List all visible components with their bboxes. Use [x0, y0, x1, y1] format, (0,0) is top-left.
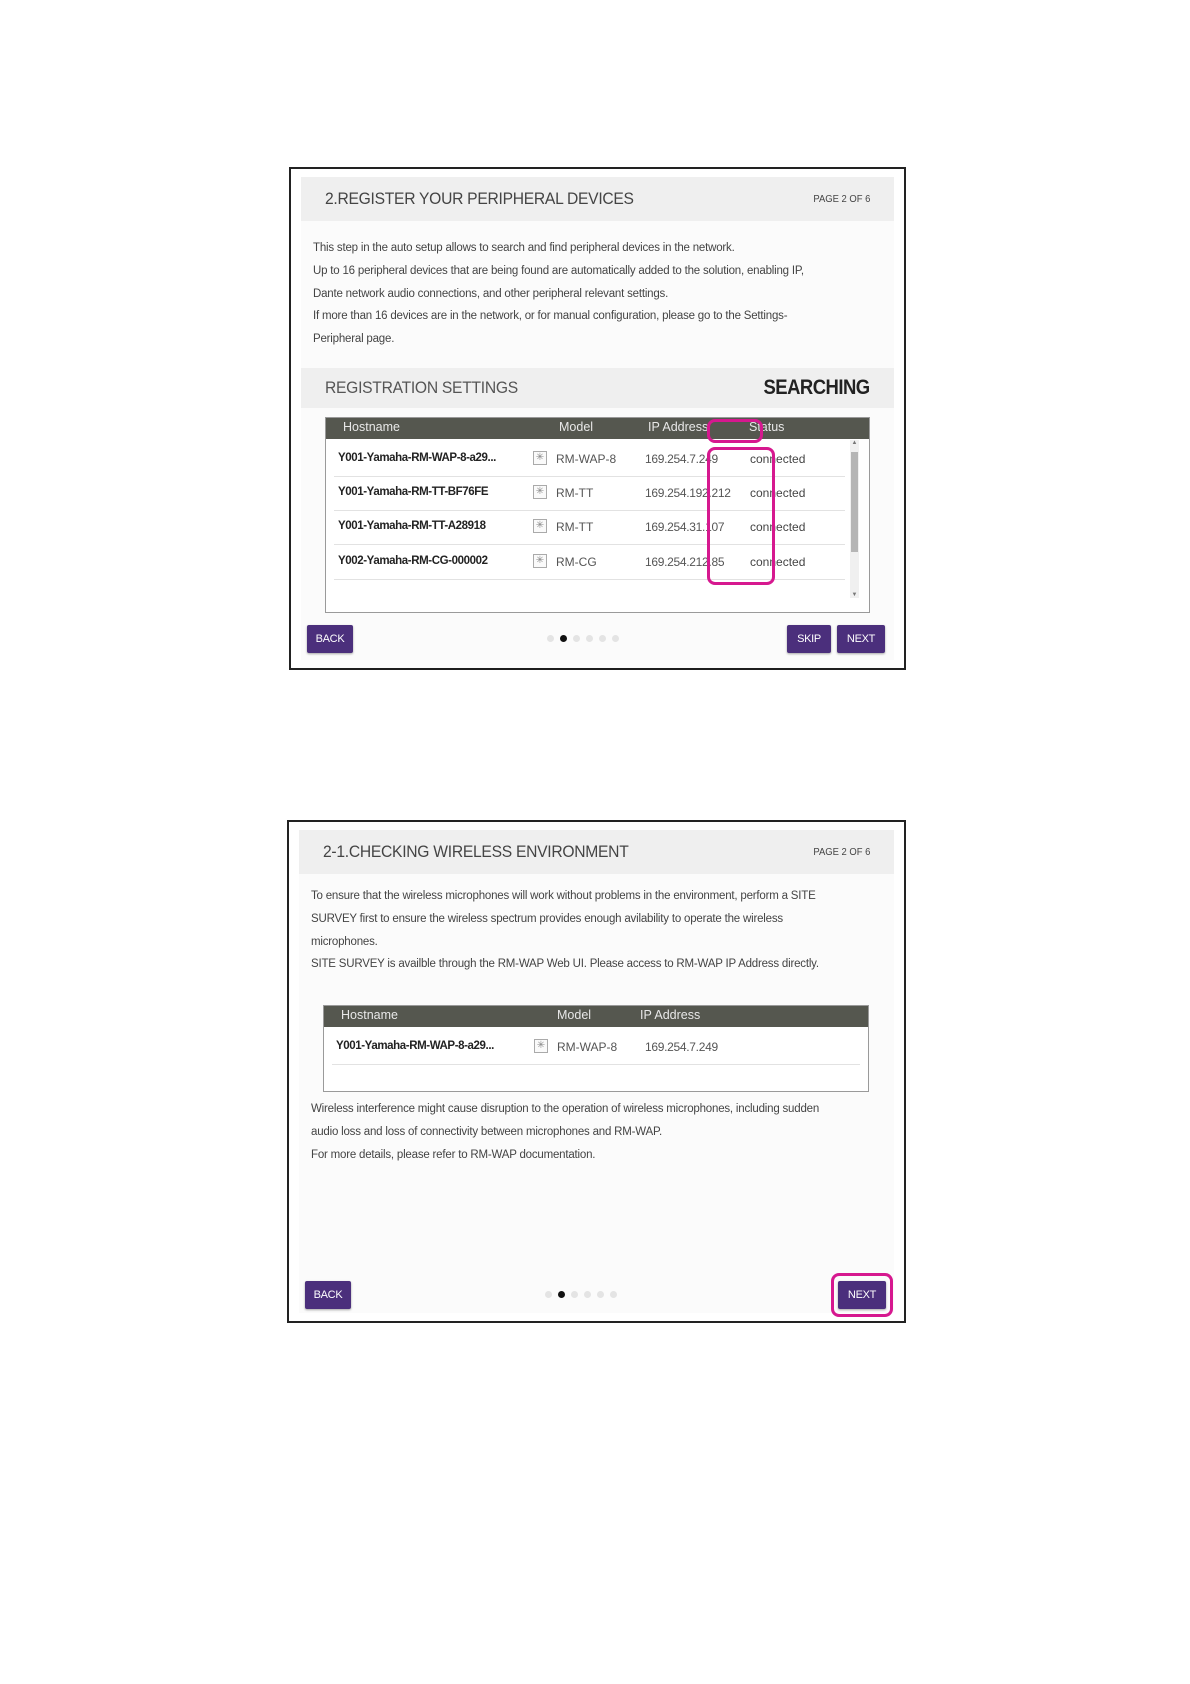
column-header-hostname[interactable]: Hostname: [341, 1008, 398, 1022]
row-hostname: Y001-Yamaha-RM-WAP-8-a29...: [336, 1040, 494, 1052]
column-header-ip[interactable]: IP Address: [640, 1008, 701, 1022]
column-header-hostname[interactable]: Hostname: [343, 420, 400, 434]
table-row[interactable]: [332, 1031, 860, 1065]
row-model: RM-CG: [556, 555, 597, 569]
row-status: connected: [750, 486, 806, 500]
description-line: SITE SURVEY is availble through the RM-WAP Web UI. Please access to RM-WAP IP Address directly.: [311, 958, 819, 971]
pagination-dot: [545, 1291, 552, 1298]
back-button[interactable]: BACK: [305, 1281, 351, 1309]
table-row[interactable]: [334, 511, 845, 545]
page-indicator-label: PAGE 2 OF 6: [812, 193, 870, 205]
pagination-dot-active: [558, 1291, 565, 1298]
column-header-status[interactable]: Status: [749, 420, 785, 434]
pagination-dot: [610, 1291, 617, 1298]
table-row[interactable]: [334, 477, 845, 511]
screen-content: [301, 177, 894, 660]
row-hostname: Y002-Yamaha-RM-CG-000002: [338, 555, 488, 567]
row-ip-address: 169.254.7.249: [645, 1040, 718, 1054]
row-status: connected: [750, 555, 806, 569]
table-header: [324, 1006, 868, 1027]
device-icon[interactable]: ✳: [533, 554, 547, 568]
checking-wireless-environment-screen: [287, 820, 906, 1323]
note-line: Wireless interference might cause disruption to the operation of wireless microphones, including sudden: [311, 1103, 820, 1115]
pagination-dot: [584, 1291, 591, 1298]
pagination-dot: [586, 635, 593, 642]
row-model: RM-TT: [556, 486, 594, 500]
registration-settings-bar: [301, 368, 894, 408]
column-header-model[interactable]: Model: [559, 420, 594, 434]
page-title: 2.REGISTER YOUR PERIPHERAL DEVICES: [325, 189, 634, 208]
peripheral-devices-table: [325, 417, 870, 613]
row-model: RM-WAP-8: [557, 1040, 618, 1054]
device-icon[interactable]: ✳: [533, 485, 547, 499]
row-hostname: Y001-Yamaha-RM-WAP-8-a29...: [338, 452, 496, 464]
device-icon[interactable]: ✳: [533, 451, 547, 465]
device-icon[interactable]: ✳: [534, 1039, 548, 1053]
scroll-down-arrow-icon[interactable]: ▼: [851, 592, 858, 598]
column-header-ip[interactable]: IP Address: [648, 420, 709, 434]
description-text: [311, 885, 876, 976]
table-row[interactable]: [334, 546, 845, 580]
header-bar: [301, 177, 894, 221]
pagination-dot: [597, 1291, 604, 1298]
pagination-dot: [573, 635, 580, 642]
page-title: 2-1.CHECKING WIRELESS ENVIRONMENT: [323, 842, 629, 861]
description-line: Dante network audio connections, and other peripheral relevant settings.: [313, 287, 669, 300]
description-text: [313, 237, 876, 351]
pagination-dot: [612, 635, 619, 642]
pagination-dots: [547, 635, 619, 642]
row-status: connected: [750, 520, 806, 534]
row-ip-address: 169.254.31.107: [645, 520, 725, 534]
description-line: This step in the auto setup allows to search and find peripheral devices in the network.: [313, 242, 735, 254]
wireless-devices-table: [323, 1005, 869, 1092]
table-header: [326, 418, 869, 439]
description-line: microphones.: [311, 935, 378, 948]
row-hostname: Y001-Yamaha-RM-TT-A28918: [338, 520, 486, 532]
scroll-thumb[interactable]: [851, 452, 858, 552]
row-ip-address: 169.254.192.212: [645, 486, 731, 500]
row-hostname: Y001-Yamaha-RM-TT-BF76FE: [338, 486, 489, 498]
description-line: To ensure that the wireless microphones will work without problems in the environment, perform a SITE: [311, 890, 816, 902]
description-line: Peripheral page.: [313, 333, 395, 346]
section-title: REGISTRATION SETTINGS: [325, 378, 518, 397]
row-model: RM-WAP-8: [556, 452, 617, 466]
header-bar: [299, 830, 894, 874]
scroll-up-arrow-icon[interactable]: ▲: [851, 440, 858, 446]
search-status-label: SEARCHING: [763, 376, 870, 399]
skip-button[interactable]: SKIP: [787, 625, 831, 653]
row-ip-address: 169.254.212.85: [645, 555, 725, 569]
pagination-dot-active: [560, 635, 567, 642]
next-button[interactable]: NEXT: [838, 1281, 886, 1309]
interference-note: [311, 1098, 876, 1166]
register-peripheral-devices-screen: [289, 167, 906, 670]
pagination-dot: [571, 1291, 578, 1298]
next-button[interactable]: NEXT: [837, 625, 885, 653]
column-header-model[interactable]: Model: [557, 1008, 592, 1022]
table-row[interactable]: [334, 443, 845, 477]
screen-content: [299, 830, 894, 1313]
row-model: RM-TT: [556, 520, 594, 534]
pagination-dots: [545, 1291, 617, 1298]
description-line: SURVEY first to ensure the wireless spectrum provides enough avilability to operate the wireless: [311, 912, 783, 925]
row-status: connected: [750, 452, 806, 466]
note-line: audio loss and loss of connectivity between microphones and RM-WAP.: [311, 1125, 662, 1138]
device-icon[interactable]: ✳: [533, 519, 547, 533]
description-line: Up to 16 peripheral devices that are being found are automatically added to the solution, enabling IP,: [313, 264, 804, 277]
description-line: If more than 16 devices are in the network, or for manual configuration, please go to the Settings-: [313, 310, 788, 323]
table-scrollbar[interactable]: [850, 440, 859, 598]
row-ip-address: 169.254.7.249: [645, 452, 718, 466]
pagination-dot: [547, 635, 554, 642]
note-line: For more details, please refer to RM-WAP documentation.: [311, 1148, 596, 1161]
page-indicator-label: PAGE 2 OF 6: [812, 846, 870, 858]
pagination-dot: [599, 635, 606, 642]
back-button[interactable]: BACK: [307, 625, 353, 653]
